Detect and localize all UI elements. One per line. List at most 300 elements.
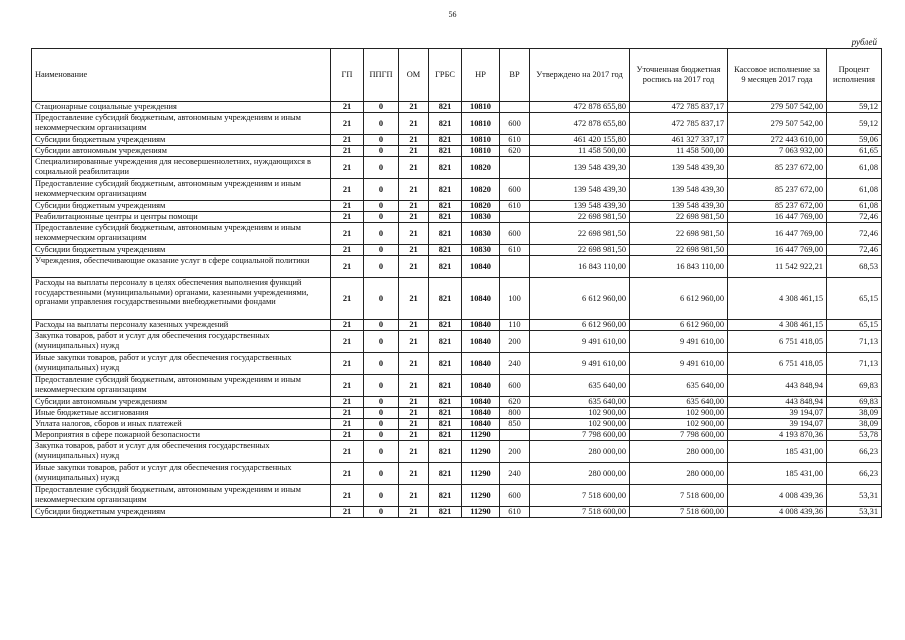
row-ppgp: 0 (364, 463, 399, 485)
row-grbs: 821 (429, 419, 462, 430)
col-header-gp: ГП (331, 49, 364, 102)
row-vr: 600 (500, 179, 530, 201)
row-grbs: 821 (429, 485, 462, 507)
row-gp: 21 (331, 331, 364, 353)
row-gp: 21 (331, 157, 364, 179)
row-cash: 16 447 769,00 (728, 245, 827, 256)
row-np: 10820 (462, 179, 500, 201)
row-np: 11290 (462, 441, 500, 463)
row-ppgp: 0 (364, 256, 399, 278)
row-om: 21 (399, 485, 429, 507)
row-np: 11290 (462, 430, 500, 441)
col-header-name: Наименование (32, 49, 331, 102)
row-refined: 6 612 960,00 (630, 320, 728, 331)
row-name: Субсидии бюджетным учреждениям (32, 201, 331, 212)
row-percent: 53,31 (827, 485, 882, 507)
table-row (32, 507, 882, 518)
row-name: Уплата налогов, сборов и иных платежей (32, 419, 331, 430)
table-row (32, 375, 882, 397)
row-grbs: 821 (429, 375, 462, 397)
row-ppgp: 0 (364, 179, 399, 201)
row-om: 21 (399, 278, 429, 320)
row-grbs: 821 (429, 256, 462, 278)
row-cash: 279 507 542,00 (728, 102, 827, 113)
row-grbs: 821 (429, 397, 462, 408)
row-refined: 472 785 837,17 (630, 113, 728, 135)
table-row (32, 278, 882, 320)
row-cash: 85 237 672,00 (728, 157, 827, 179)
row-vr: 610 (500, 135, 530, 146)
row-cash: 7 063 932,00 (728, 146, 827, 157)
row-refined: 7 798 600,00 (630, 430, 728, 441)
row-name: Субсидии бюджетным учреждениям (32, 507, 331, 518)
row-cash: 185 431,00 (728, 463, 827, 485)
row-grbs: 821 (429, 331, 462, 353)
table-row (32, 223, 882, 245)
row-percent: 38,09 (827, 419, 882, 430)
page-number: 56 (448, 10, 457, 19)
row-gp: 21 (331, 201, 364, 212)
row-np: 10830 (462, 212, 500, 223)
row-grbs: 821 (429, 278, 462, 320)
col-header-om: ОМ (399, 49, 429, 102)
row-np: 10830 (462, 223, 500, 245)
row-approved: 22 698 981,50 (530, 223, 630, 245)
row-refined: 472 785 837,17 (630, 102, 728, 113)
table-row (32, 157, 882, 179)
row-name: Закупка товаров, работ и услуг для обеспечения государственных (муниципальных) нужд (32, 331, 331, 353)
table-row (32, 419, 882, 430)
row-vr (500, 256, 530, 278)
row-percent: 69,83 (827, 375, 882, 397)
row-refined: 139 548 439,30 (630, 179, 728, 201)
table-row (32, 102, 882, 113)
row-vr: 240 (500, 463, 530, 485)
row-cash: 272 443 610,00 (728, 135, 827, 146)
row-refined: 11 458 500,00 (630, 146, 728, 157)
row-vr: 800 (500, 408, 530, 419)
row-name: Предоставление субсидий бюджетным, автономным учреждениям и иным некоммерческим организациям (32, 375, 331, 397)
row-gp: 21 (331, 135, 364, 146)
row-om: 21 (399, 419, 429, 430)
row-name: Иные бюджетные ассигнования (32, 408, 331, 419)
table-row (32, 245, 882, 256)
row-cash: 85 237 672,00 (728, 201, 827, 212)
row-cash: 6 751 418,05 (728, 353, 827, 375)
row-np: 10840 (462, 353, 500, 375)
row-gp: 21 (331, 397, 364, 408)
row-name: Расходы на выплаты персоналу казенных учреждений (32, 320, 331, 331)
row-om: 21 (399, 320, 429, 331)
row-approved: 6 612 960,00 (530, 278, 630, 320)
row-vr (500, 157, 530, 179)
row-approved: 7 518 600,00 (530, 485, 630, 507)
row-ppgp: 0 (364, 485, 399, 507)
row-name: Стационарные социальные учреждения (32, 102, 331, 113)
row-om: 21 (399, 375, 429, 397)
row-refined: 9 491 610,00 (630, 331, 728, 353)
row-grbs: 821 (429, 201, 462, 212)
row-gp: 21 (331, 223, 364, 245)
col-header-refined: Уточненная бюджетная роспись на 2017 год (630, 49, 728, 102)
row-ppgp: 0 (364, 353, 399, 375)
row-gp: 21 (331, 245, 364, 256)
row-grbs: 821 (429, 212, 462, 223)
table-row (32, 430, 882, 441)
row-gp: 21 (331, 353, 364, 375)
col-header-grbs: ГРБС (429, 49, 462, 102)
table-row (32, 212, 882, 223)
row-refined: 102 900,00 (630, 408, 728, 419)
table-row (32, 256, 882, 278)
row-name: Иные закупки товаров, работ и услуг для обеспечения государственных (муниципальных) нужд (32, 353, 331, 375)
row-percent: 72,46 (827, 223, 882, 245)
row-np: 11290 (462, 507, 500, 518)
row-vr: 620 (500, 397, 530, 408)
row-refined: 280 000,00 (630, 463, 728, 485)
row-om: 21 (399, 441, 429, 463)
table-row (32, 113, 882, 135)
row-percent: 65,15 (827, 320, 882, 331)
table-row (32, 485, 882, 507)
row-gp: 21 (331, 485, 364, 507)
row-name: Учреждения, обеспечивающие оказание услуг в сфере социальной политики (32, 256, 331, 278)
row-approved: 472 878 655,80 (530, 102, 630, 113)
row-approved: 9 491 610,00 (530, 331, 630, 353)
row-name: Субсидии автономным учреждениям (32, 146, 331, 157)
row-name: Закупка товаров, работ и услуг для обеспечения государственных (муниципальных) нужд (32, 441, 331, 463)
row-percent: 53,78 (827, 430, 882, 441)
row-grbs: 821 (429, 223, 462, 245)
row-refined: 22 698 981,50 (630, 245, 728, 256)
row-approved: 280 000,00 (530, 463, 630, 485)
row-grbs: 821 (429, 113, 462, 135)
row-approved: 472 878 655,80 (530, 113, 630, 135)
row-approved: 11 458 500,00 (530, 146, 630, 157)
row-refined: 22 698 981,50 (630, 212, 728, 223)
row-name: Иные закупки товаров, работ и услуг для обеспечения государственных (муниципальных) нужд (32, 463, 331, 485)
row-gp: 21 (331, 430, 364, 441)
row-name: Реабилитационные центры и центры помощи (32, 212, 331, 223)
row-percent: 71,13 (827, 331, 882, 353)
row-grbs: 821 (429, 408, 462, 419)
table-row (32, 353, 882, 375)
row-percent: 68,53 (827, 256, 882, 278)
row-vr: 600 (500, 375, 530, 397)
row-np: 10840 (462, 419, 500, 430)
row-grbs: 821 (429, 135, 462, 146)
row-name: Расходы на выплаты персоналу в целях обеспечения выполнения функций государственными (муниципальными) органами, казенными учреждениями, органами управления государственными внебюджетными фондами (32, 278, 331, 320)
row-approved: 102 900,00 (530, 419, 630, 430)
row-vr: 600 (500, 223, 530, 245)
col-header-percent: Процент исполнения (827, 49, 882, 102)
row-approved: 280 000,00 (530, 441, 630, 463)
row-np: 10820 (462, 201, 500, 212)
row-percent: 61,65 (827, 146, 882, 157)
row-percent: 66,23 (827, 441, 882, 463)
row-percent: 59,12 (827, 102, 882, 113)
row-name: Субсидии бюджетным учреждениям (32, 135, 331, 146)
row-refined: 139 548 439,30 (630, 157, 728, 179)
row-refined: 6 612 960,00 (630, 278, 728, 320)
row-om: 21 (399, 179, 429, 201)
row-ppgp: 0 (364, 419, 399, 430)
row-om: 21 (399, 146, 429, 157)
row-gp: 21 (331, 179, 364, 201)
row-cash: 4 008 439,36 (728, 507, 827, 518)
table-row (32, 397, 882, 408)
row-gp: 21 (331, 146, 364, 157)
row-ppgp: 0 (364, 507, 399, 518)
row-approved: 7 518 600,00 (530, 507, 630, 518)
header-row (32, 49, 882, 102)
row-om: 21 (399, 245, 429, 256)
row-vr: 100 (500, 278, 530, 320)
row-ppgp: 0 (364, 135, 399, 146)
row-np: 10840 (462, 278, 500, 320)
table-row (32, 320, 882, 331)
row-ppgp: 0 (364, 102, 399, 113)
row-gp: 21 (331, 212, 364, 223)
row-om: 21 (399, 430, 429, 441)
row-cash: 16 447 769,00 (728, 212, 827, 223)
row-cash: 185 431,00 (728, 441, 827, 463)
row-approved: 22 698 981,50 (530, 212, 630, 223)
row-percent: 72,46 (827, 245, 882, 256)
budget-table (31, 48, 882, 518)
row-refined: 635 640,00 (630, 397, 728, 408)
table-row (32, 135, 882, 146)
row-approved: 635 640,00 (530, 397, 630, 408)
row-percent: 65,15 (827, 278, 882, 320)
col-header-cash: Кассовое исполнение за 9 месяцев 2017 года (728, 49, 827, 102)
row-gp: 21 (331, 463, 364, 485)
row-ppgp: 0 (364, 397, 399, 408)
row-np: 11290 (462, 485, 500, 507)
row-grbs: 821 (429, 463, 462, 485)
row-om: 21 (399, 201, 429, 212)
row-vr: 610 (500, 201, 530, 212)
row-percent: 38,09 (827, 408, 882, 419)
row-np: 10810 (462, 146, 500, 157)
row-cash: 4 193 870,36 (728, 430, 827, 441)
row-vr (500, 430, 530, 441)
col-header-np: НР (462, 49, 500, 102)
row-approved: 7 798 600,00 (530, 430, 630, 441)
row-gp: 21 (331, 507, 364, 518)
row-vr: 620 (500, 146, 530, 157)
row-refined: 7 518 600,00 (630, 507, 728, 518)
row-vr: 600 (500, 485, 530, 507)
row-approved: 9 491 610,00 (530, 353, 630, 375)
row-vr (500, 212, 530, 223)
row-cash: 85 237 672,00 (728, 179, 827, 201)
row-percent: 59,12 (827, 113, 882, 135)
row-cash: 16 447 769,00 (728, 223, 827, 245)
row-approved: 139 548 439,30 (530, 201, 630, 212)
row-cash: 4 308 461,15 (728, 278, 827, 320)
row-gp: 21 (331, 278, 364, 320)
row-vr: 610 (500, 245, 530, 256)
row-percent: 69,83 (827, 397, 882, 408)
row-om: 21 (399, 102, 429, 113)
row-approved: 16 843 110,00 (530, 256, 630, 278)
row-ppgp: 0 (364, 201, 399, 212)
row-om: 21 (399, 135, 429, 146)
row-gp: 21 (331, 102, 364, 113)
row-om: 21 (399, 157, 429, 179)
row-om: 21 (399, 463, 429, 485)
row-np: 10840 (462, 331, 500, 353)
row-gp: 21 (331, 441, 364, 463)
row-refined: 16 843 110,00 (630, 256, 728, 278)
row-om: 21 (399, 113, 429, 135)
row-refined: 461 327 337,17 (630, 135, 728, 146)
row-np: 10830 (462, 245, 500, 256)
row-grbs: 821 (429, 430, 462, 441)
row-ppgp: 0 (364, 223, 399, 245)
row-grbs: 821 (429, 320, 462, 331)
row-percent: 66,23 (827, 463, 882, 485)
row-om: 21 (399, 397, 429, 408)
row-np: 10840 (462, 320, 500, 331)
row-percent: 61,08 (827, 179, 882, 201)
row-refined: 9 491 610,00 (630, 353, 728, 375)
row-gp: 21 (331, 320, 364, 331)
row-name: Субсидии бюджетным учреждениям (32, 245, 331, 256)
row-np: 10810 (462, 135, 500, 146)
row-cash: 4 008 439,36 (728, 485, 827, 507)
row-percent: 53,31 (827, 507, 882, 518)
row-cash: 279 507 542,00 (728, 113, 827, 135)
row-cash: 39 194,07 (728, 408, 827, 419)
units-label: рублей (851, 37, 877, 47)
row-grbs: 821 (429, 353, 462, 375)
row-refined: 139 548 439,30 (630, 201, 728, 212)
row-cash: 39 194,07 (728, 419, 827, 430)
row-vr: 200 (500, 441, 530, 463)
row-percent: 61,08 (827, 201, 882, 212)
row-approved: 139 548 439,30 (530, 179, 630, 201)
row-ppgp: 0 (364, 113, 399, 135)
row-np: 10840 (462, 256, 500, 278)
table-row (32, 179, 882, 201)
row-om: 21 (399, 408, 429, 419)
row-om: 21 (399, 223, 429, 245)
row-vr: 600 (500, 113, 530, 135)
row-approved: 139 548 439,30 (530, 157, 630, 179)
row-refined: 7 518 600,00 (630, 485, 728, 507)
row-vr: 850 (500, 419, 530, 430)
row-cash: 6 751 418,05 (728, 331, 827, 353)
row-gp: 21 (331, 256, 364, 278)
row-gp: 21 (331, 375, 364, 397)
row-ppgp: 0 (364, 146, 399, 157)
row-ppgp: 0 (364, 212, 399, 223)
row-om: 21 (399, 256, 429, 278)
row-grbs: 821 (429, 102, 462, 113)
row-grbs: 821 (429, 146, 462, 157)
row-om: 21 (399, 507, 429, 518)
table-row (32, 441, 882, 463)
row-gp: 21 (331, 408, 364, 419)
row-percent: 71,13 (827, 353, 882, 375)
row-ppgp: 0 (364, 441, 399, 463)
row-grbs: 821 (429, 157, 462, 179)
row-approved: 461 420 155,80 (530, 135, 630, 146)
row-cash: 443 848,94 (728, 397, 827, 408)
col-header-vr: ВР (500, 49, 530, 102)
row-np: 10840 (462, 375, 500, 397)
row-percent: 61,08 (827, 157, 882, 179)
row-name: Предоставление субсидий бюджетным, автономным учреждениям и иным некоммерческим организациям (32, 179, 331, 201)
row-ppgp: 0 (364, 245, 399, 256)
row-np: 10810 (462, 113, 500, 135)
row-percent: 59,06 (827, 135, 882, 146)
row-refined: 22 698 981,50 (630, 223, 728, 245)
row-np: 11290 (462, 463, 500, 485)
row-om: 21 (399, 353, 429, 375)
row-approved: 102 900,00 (530, 408, 630, 419)
row-om: 21 (399, 331, 429, 353)
table-row (32, 408, 882, 419)
row-gp: 21 (331, 419, 364, 430)
row-ppgp: 0 (364, 331, 399, 353)
row-name: Субсидии автономным учреждениям (32, 397, 331, 408)
row-ppgp: 0 (364, 375, 399, 397)
row-np: 10840 (462, 408, 500, 419)
table-row (32, 146, 882, 157)
row-vr: 240 (500, 353, 530, 375)
row-cash: 11 542 922,21 (728, 256, 827, 278)
col-header-ppgp: ППГП (364, 49, 399, 102)
row-ppgp: 0 (364, 157, 399, 179)
row-name: Специализированные учреждения для несовершеннолетних, нуждающихся в социальной реабилитации (32, 157, 331, 179)
row-ppgp: 0 (364, 408, 399, 419)
row-vr: 110 (500, 320, 530, 331)
col-header-approved: Утверждено на 2017 год (530, 49, 630, 102)
row-name: Предоставление субсидий бюджетным, автономным учреждениям и иным некоммерческим организациям (32, 113, 331, 135)
row-ppgp: 0 (364, 278, 399, 320)
table-row (32, 463, 882, 485)
row-grbs: 821 (429, 179, 462, 201)
row-percent: 72,46 (827, 212, 882, 223)
row-name: Мероприятия в сфере пожарной безопасности (32, 430, 331, 441)
row-grbs: 821 (429, 245, 462, 256)
row-np: 10810 (462, 102, 500, 113)
row-approved: 635 640,00 (530, 375, 630, 397)
table-row (32, 201, 882, 212)
row-vr: 610 (500, 507, 530, 518)
row-np: 10840 (462, 397, 500, 408)
row-cash: 4 308 461,15 (728, 320, 827, 331)
row-om: 21 (399, 212, 429, 223)
row-refined: 635 640,00 (630, 375, 728, 397)
row-gp: 21 (331, 113, 364, 135)
row-grbs: 821 (429, 507, 462, 518)
row-ppgp: 0 (364, 430, 399, 441)
row-approved: 6 612 960,00 (530, 320, 630, 331)
table-row (32, 331, 882, 353)
row-grbs: 821 (429, 441, 462, 463)
row-name: Предоставление субсидий бюджетным, автономным учреждениям и иным некоммерческим организациям (32, 485, 331, 507)
row-vr (500, 102, 530, 113)
row-approved: 22 698 981,50 (530, 245, 630, 256)
row-name: Предоставление субсидий бюджетным, автономным учреждениям и иным некоммерческим организациям (32, 223, 331, 245)
row-refined: 280 000,00 (630, 441, 728, 463)
row-ppgp: 0 (364, 320, 399, 331)
row-vr: 200 (500, 331, 530, 353)
